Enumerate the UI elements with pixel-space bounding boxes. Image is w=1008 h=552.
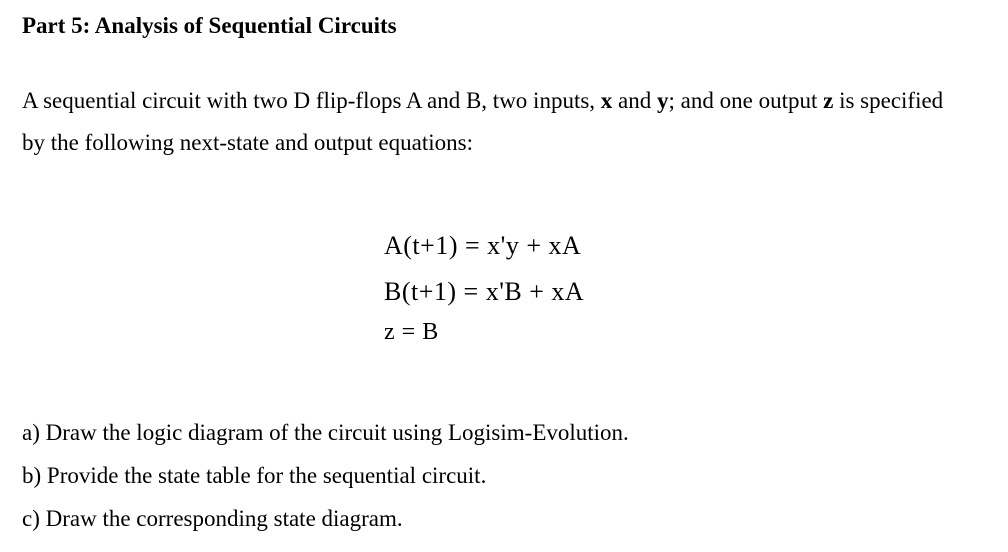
question-a: a) Draw the logic diagram of the circuit using Logisim-Evolution. (22, 420, 629, 445)
intro-line-2: by the following next-state and output equations: (22, 130, 473, 155)
equation-output-z: z = B (384, 319, 439, 345)
intro-line-1 (22, 88, 943, 114)
output-z: z (823, 88, 834, 113)
intro-and: and (612, 88, 658, 113)
intro-text-mid: ; and one output (668, 88, 824, 113)
intro-text-end: is specified (833, 88, 944, 113)
question-b: b) Provide the state table for the sequential circuit. (22, 463, 487, 488)
equation-a-next-state: A(t+1) = x'y + xA (384, 231, 582, 260)
equation-b-next-state: B(t+1) = x'B + xA (384, 277, 585, 306)
question-c: c) Draw the corresponding state diagram. (22, 506, 403, 531)
input-x: x (600, 88, 613, 113)
intro-text-start: A sequential circuit with two D flip-flops A and B, two inputs, (22, 88, 601, 113)
input-y: y (657, 88, 669, 113)
section-heading: Part 5: Analysis of Sequential Circuits (22, 13, 397, 38)
